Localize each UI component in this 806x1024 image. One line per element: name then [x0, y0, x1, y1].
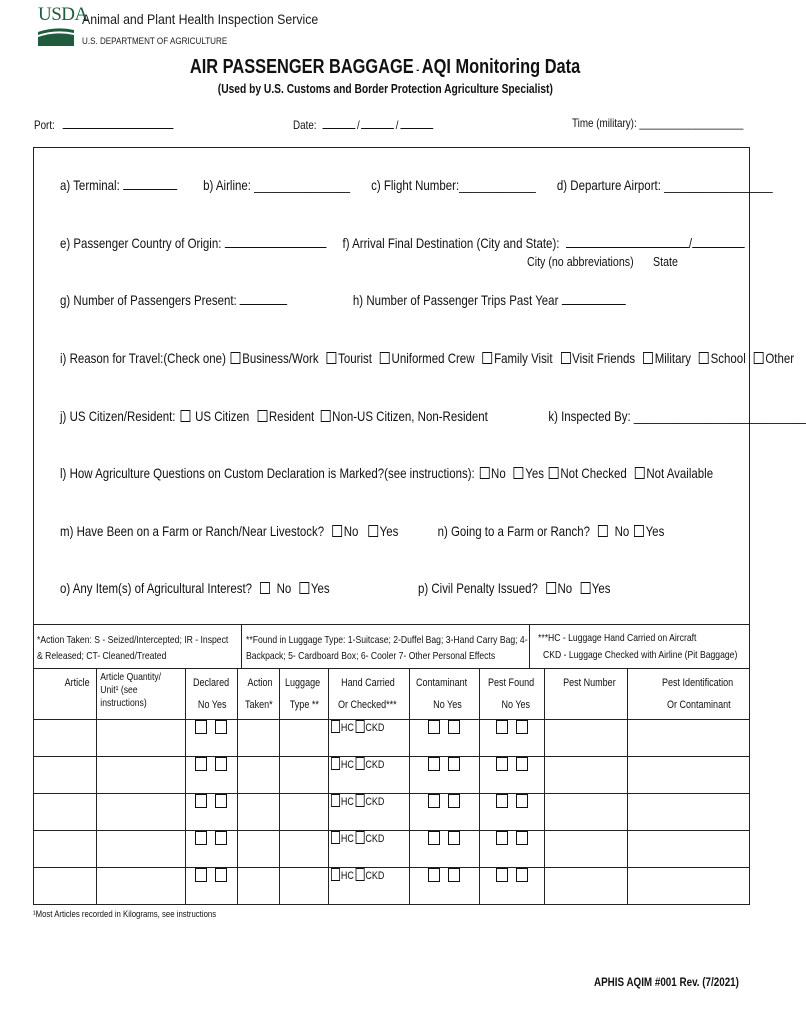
form-number: APHIS AQIM #001 Rev. (7/2021) — [594, 975, 739, 989]
cell-contaminant — [410, 720, 479, 757]
declared-no-checkbox[interactable] — [195, 868, 207, 882]
checkbox-penalty-no[interactable] — [546, 582, 556, 594]
farm-label: m) Have Been on a Farm or Ranch/Near Livestock? — [60, 523, 325, 539]
col-hand-carried: Hand Carried Or Checked*** — [328, 669, 410, 720]
cell-article[interactable] — [34, 794, 97, 831]
checkbox-penalty-yes[interactable] — [580, 582, 590, 594]
cell-declared — [185, 831, 237, 868]
date-label: Date: — [293, 118, 317, 132]
declared-yes-checkbox[interactable] — [215, 868, 227, 882]
pest-found-yes-checkbox[interactable] — [516, 720, 528, 734]
cell-pest-number[interactable] — [544, 794, 627, 831]
citizen-label: j) US Citizen/Resident: — [60, 408, 176, 424]
cell-pest-number[interactable] — [544, 868, 627, 905]
hc-checkbox[interactable] — [331, 831, 340, 844]
cell-article[interactable] — [34, 720, 97, 757]
pest-found-no-checkbox[interactable] — [496, 831, 508, 845]
ag-question-label: l) How Agriculture Questions on Custom Declaration is Marked?(see instructions): — [60, 465, 475, 481]
cell-contaminant — [410, 794, 479, 831]
cell-pest-id[interactable] — [628, 831, 750, 868]
cell-luggage[interactable] — [279, 831, 328, 868]
contaminant-no-checkbox[interactable] — [428, 794, 440, 808]
cell-luggage[interactable] — [279, 794, 328, 831]
checkbox-ag-not-checked[interactable] — [549, 467, 559, 479]
checkbox-ag-interest-yes[interactable] — [299, 582, 309, 594]
row-e-f: e) Passenger Country of Origin: f) Arrival Final Destination (City and State): / — [60, 235, 745, 251]
ckd-checkbox[interactable] — [355, 720, 364, 733]
checkbox-farm-no[interactable] — [332, 525, 342, 537]
pest-found-no-checkbox[interactable] — [496, 720, 508, 734]
cell-luggage[interactable] — [279, 868, 328, 905]
cell-quantity[interactable] — [96, 757, 185, 794]
title-dash: - — [413, 64, 422, 76]
contaminant-no-checkbox[interactable] — [428, 720, 440, 734]
cell-quantity[interactable] — [96, 794, 185, 831]
ckd-checkbox[interactable] — [355, 757, 364, 770]
departure-airport-field[interactable]: d) Departure Airport: _________________ — [556, 177, 773, 193]
cell-declared — [185, 720, 237, 757]
checkbox-business[interactable] — [231, 352, 241, 364]
cell-quantity[interactable] — [96, 831, 185, 868]
date-month-line[interactable] — [323, 116, 356, 129]
action-taken-legend: *Action Taken: S - Seized/Intercepted; IR - Inspect & Released; CT- Cleaned/Treated — [37, 634, 229, 662]
contaminant-yes-checkbox[interactable] — [448, 794, 460, 808]
checkbox-uniformed-crew[interactable] — [380, 352, 390, 364]
ckd-checkbox[interactable] — [355, 794, 364, 807]
cell-action[interactable] — [238, 720, 280, 757]
cell-luggage[interactable] — [279, 757, 328, 794]
hc-checkbox[interactable] — [331, 720, 340, 733]
hc-legend: ***HC - Luggage Hand Carried on Aircraft — [538, 632, 697, 644]
cell-article[interactable] — [34, 868, 97, 905]
page-title — [0, 56, 770, 79]
ckd-checkbox[interactable] — [355, 831, 364, 844]
luggage-type-legend: **Found in Luggage Type: 1-Suitcase; 2-Duffel Bag; 3-Hand Carry Bag; 4- Backpack; 5- Cardboard Box; 6- Cooler 7- Other Personal Effects — [246, 634, 528, 662]
cell-pest-found — [479, 720, 544, 757]
pest-found-no-checkbox[interactable] — [496, 868, 508, 882]
pest-found-no-checkbox[interactable] — [496, 757, 508, 771]
pest-data-table — [33, 668, 750, 905]
cell-action[interactable] — [238, 757, 280, 794]
cell-contaminant — [410, 757, 479, 794]
declared-yes-checkbox[interactable] — [215, 757, 227, 771]
pest-found-yes-checkbox[interactable] — [516, 757, 528, 771]
declared-no-checkbox[interactable] — [195, 757, 207, 771]
cell-pest-number[interactable] — [544, 720, 627, 757]
checkbox-school[interactable] — [699, 352, 709, 364]
table-row — [34, 868, 750, 905]
row-m-n: m) Have Been on a Farm or Ranch/Near Livestock? No Yes n) Going to a Farm or Ranch? No Yes — [60, 523, 665, 539]
passengers-present-line[interactable] — [240, 292, 288, 305]
title-main: AIR PASSENGER BAGGAGE — [189, 56, 414, 78]
checkbox-going-farm-no[interactable] — [598, 525, 608, 537]
cell-hand-carried: HC CKD — [328, 794, 410, 831]
checkbox-ag-interest-no[interactable] — [260, 582, 270, 594]
cell-hand-carried: HC CKD — [328, 868, 410, 905]
row-j-k: j) US Citizen/Resident: US Citizen Resident Non-US Citizen, Non-Resident k) Inspected By: ___________________________ — [60, 408, 806, 424]
time-field[interactable]: Time (military): ___________________ — [572, 116, 744, 130]
contaminant-yes-checkbox[interactable] — [448, 831, 460, 845]
date-field[interactable]: Date: / / — [293, 116, 433, 132]
ckd-checkbox[interactable] — [355, 868, 364, 881]
port-label: Port: — [34, 118, 55, 132]
ckd-legend: CKD - Luggage Checked with Airline (Pit Baggage) — [543, 649, 738, 661]
col-luggage: Luggage Type ** — [279, 669, 328, 720]
cell-quantity[interactable] — [96, 868, 185, 905]
airline-field[interactable]: b) Airline: _______________ — [203, 177, 350, 193]
checkbox-ag-no[interactable] — [480, 467, 490, 479]
usda-logo-landscape — [38, 24, 74, 46]
cell-declared — [185, 757, 237, 794]
col-pest-number: Pest Number — [544, 669, 627, 720]
row-i-reason: i) Reason for Travel:(Check one) Business/Work Tourist Uniformed Crew Family Visit Visit Friends Military School Other — [60, 350, 795, 366]
declared-no-checkbox[interactable] — [195, 720, 207, 734]
arrival-label: f) Arrival Final Destination (City and State): — [342, 235, 560, 251]
row-l: l) How Agriculture Questions on Custom Declaration is Marked?(see instructions): No Yes Not Checked Not Available — [60, 465, 714, 481]
date-day-line[interactable] — [361, 116, 394, 129]
department-name: U.S. DEPARTMENT OF AGRICULTURE — [82, 36, 228, 47]
contaminant-yes-checkbox[interactable] — [448, 868, 460, 882]
port-line[interactable] — [62, 116, 173, 129]
table-row — [34, 720, 750, 757]
checkbox-visit-friends[interactable] — [561, 352, 571, 364]
col-pest-id: Pest Identification Or Contaminant — [628, 669, 750, 720]
legend-divider-1 — [241, 624, 242, 668]
contaminant-no-checkbox[interactable] — [428, 757, 440, 771]
port-field[interactable] — [34, 116, 173, 132]
checkbox-resident[interactable] — [257, 410, 267, 422]
cell-pest-id[interactable] — [628, 757, 750, 794]
cell-article[interactable] — [34, 757, 97, 794]
cell-pest-id[interactable] — [628, 868, 750, 905]
cell-action[interactable] — [238, 831, 280, 868]
cell-hand-carried: HC CKD — [328, 831, 410, 868]
cell-pest-found — [479, 794, 544, 831]
cell-action[interactable] — [238, 794, 280, 831]
usda-logo-text: USDA — [38, 4, 88, 25]
state-caption: State — [653, 254, 678, 269]
cell-hand-carried: HC CKD — [328, 757, 410, 794]
col-article: Article — [34, 669, 97, 720]
arrival-state-line[interactable] — [692, 235, 744, 248]
declared-yes-checkbox[interactable] — [215, 720, 227, 734]
col-declared: Declared No Yes — [185, 669, 237, 720]
cell-pest-id[interactable] — [628, 720, 750, 757]
contaminant-no-checkbox[interactable] — [428, 868, 440, 882]
date-year-line[interactable] — [400, 116, 433, 129]
page-subtitle: (Used by U.S. Customs and Border Protection Agriculture Specialist) — [217, 82, 553, 96]
main-form-box — [33, 147, 750, 625]
cell-pest-found — [479, 831, 544, 868]
cell-article[interactable] — [34, 831, 97, 868]
table-row — [34, 757, 750, 794]
table-row — [34, 831, 750, 868]
cell-pest-found — [479, 757, 544, 794]
origin-label: e) Passenger Country of Origin: — [60, 235, 222, 251]
cell-pest-number[interactable] — [544, 831, 627, 868]
ag-interest-label: o) Any Item(s) of Agricultural Interest? — [60, 580, 253, 596]
table-row — [34, 794, 750, 831]
cell-pest-id[interactable] — [628, 794, 750, 831]
cell-pest-found — [479, 868, 544, 905]
footnote: ¹Most Articles recorded in Kilograms, see instructions — [33, 909, 217, 920]
terminal-line[interactable] — [123, 177, 177, 190]
checkbox-farm-yes[interactable] — [368, 525, 378, 537]
pest-found-no-checkbox[interactable] — [496, 794, 508, 808]
cell-contaminant — [410, 868, 479, 905]
row-o-p: o) Any Item(s) of Agricultural Interest? No Yes p) Civil Penalty Issued? No Yes — [60, 580, 611, 596]
cell-quantity[interactable] — [96, 720, 185, 757]
hc-checkbox[interactable] — [331, 794, 340, 807]
checkbox-military[interactable] — [643, 352, 653, 364]
checkbox-non-us[interactable] — [321, 410, 331, 422]
cell-contaminant — [410, 831, 479, 868]
declared-no-checkbox[interactable] — [195, 794, 207, 808]
pest-found-yes-checkbox[interactable] — [516, 794, 528, 808]
title-rest: AQI Monitoring Data — [421, 56, 581, 78]
checkbox-going-farm-yes[interactable] — [634, 525, 644, 537]
flight-number-field[interactable]: c) Flight Number:____________ — [371, 177, 536, 193]
checkbox-family-visit[interactable] — [483, 352, 493, 364]
penalty-label: p) Civil Penalty Issued? — [417, 580, 538, 596]
cell-pest-number[interactable] — [544, 757, 627, 794]
col-contaminant: Contaminant No Yes — [410, 669, 479, 720]
row-a-d — [60, 177, 773, 193]
agency-name: Animal and Plant Health Inspection Service — [82, 11, 319, 27]
cell-action[interactable] — [238, 868, 280, 905]
hc-checkbox[interactable] — [331, 868, 340, 881]
inspected-by-field[interactable]: k) Inspected By: ___________________________ — [548, 408, 806, 424]
contaminant-no-checkbox[interactable] — [428, 831, 440, 845]
checkbox-other[interactable] — [754, 352, 764, 364]
cell-declared — [185, 868, 237, 905]
cell-declared — [185, 794, 237, 831]
usda-logo — [38, 4, 88, 48]
cell-luggage[interactable] — [279, 720, 328, 757]
checkbox-ag-yes[interactable] — [514, 467, 524, 479]
contaminant-yes-checkbox[interactable] — [448, 720, 460, 734]
declared-yes-checkbox[interactable] — [215, 831, 227, 845]
table-header-row — [34, 669, 750, 720]
pest-found-yes-checkbox[interactable] — [516, 831, 528, 845]
checkbox-tourist[interactable] — [327, 352, 337, 364]
origin-line[interactable] — [225, 235, 327, 248]
going-farm-label: n) Going to a Farm or Ranch? — [437, 523, 591, 539]
row-g-h — [60, 292, 626, 308]
passenger-trips-label: h) Number of Passenger Trips Past Year — [352, 292, 559, 308]
checkbox-ag-not-available[interactable] — [635, 467, 645, 479]
col-quantity: Article Quantity/ Unit¹ (see instructions) — [96, 669, 185, 720]
hc-checkbox[interactable] — [331, 757, 340, 770]
contaminant-yes-checkbox[interactable] — [448, 757, 460, 771]
declared-no-checkbox[interactable] — [195, 831, 207, 845]
checkbox-us-citizen[interactable] — [180, 410, 190, 422]
passengers-present-label: g) Number of Passengers Present: — [60, 292, 237, 308]
reason-label: i) Reason for Travel:(Check one) — [60, 350, 226, 366]
col-action: Action Taken* — [238, 669, 280, 720]
city-caption: City (no abbreviations) — [527, 254, 634, 269]
terminal-label: a) Terminal: — [60, 177, 120, 193]
pest-found-yes-checkbox[interactable] — [516, 868, 528, 882]
col-pest-found: Pest Found No Yes — [479, 669, 544, 720]
arrival-city-line[interactable] — [566, 235, 689, 248]
declared-yes-checkbox[interactable] — [215, 794, 227, 808]
cell-hand-carried: HC CKD — [328, 720, 410, 757]
passenger-trips-line[interactable] — [562, 292, 626, 305]
